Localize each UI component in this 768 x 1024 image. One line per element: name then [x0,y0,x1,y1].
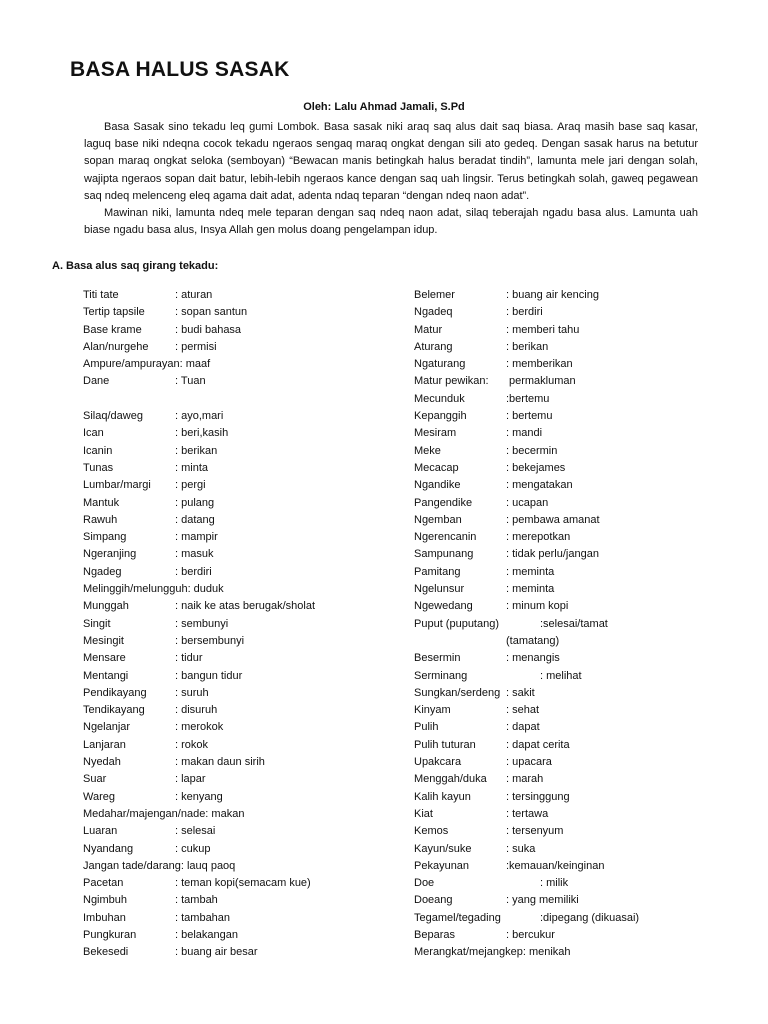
vocabulary-term: Ngadeq [414,306,453,319]
vocabulary-row [414,425,714,442]
vocabulary-definition: : merokok [175,721,224,734]
vocabulary-definition: : bertemu [506,410,553,423]
vocabulary-definition: : tambah [175,894,218,907]
vocabulary-definition: : minta [175,461,209,474]
vocabulary-term: Pendikayang [83,686,147,699]
vocabulary-term: Serminang [414,669,468,682]
vocabulary-row [414,408,714,425]
vocabulary-definition: : becermin [506,444,558,457]
vocabulary-definition: : pulang [175,496,215,509]
vocabulary-term: Pekayunan [414,859,470,872]
vocabulary-term: Kayun/suke [414,842,472,855]
vocabulary-term: Belemer [414,289,455,301]
vocabulary-row [83,789,383,806]
vocabulary-row [83,927,383,944]
vocabulary-term: Mensare [83,652,126,665]
vocabulary-term: Pulih tuturan [414,738,476,751]
vocabulary-row [414,789,714,806]
vocabulary-definition: : suka [506,842,536,855]
vocabulary-definition: : tersenyum [506,825,564,838]
vocabulary-row [414,823,714,840]
vocabulary-term: Simpang [83,531,127,544]
vocabulary-definition: : ucapan [506,496,549,509]
vocabulary-definition: : mandi [506,427,543,440]
vocabulary-term: Luaran [83,825,118,838]
vocabulary-definition: : memberikan [506,358,573,371]
vocabulary-definition: : naik ke atas berugak/sholat [175,600,316,613]
vocabulary-term: Kinyam [414,704,451,717]
vocabulary-row [414,737,714,754]
vocabulary-row [83,806,383,823]
vocabulary-term: Nyedah [83,756,121,769]
vocabulary-row [83,910,383,927]
vocabulary-definition: : aturan [175,289,213,301]
vocabulary-definition: : dapat cerita [506,738,570,751]
vocabulary-term: Wareg [83,790,115,803]
vocabulary-term: Kepanggih [414,410,467,423]
vocabulary-row [414,927,714,944]
intro-paragraph-1: Basa Sasak sino tekadu leq gumi Lombok. Basa sasak niki araq saq alus dait saq biasa. Araq masih base saq kasar, laguq base niki ndeqna cocok tekadu ngeraos sengaq maraq ongkat dengan sili ato gedeq. Dengan sasak harus na betutur sopan maraq ongkat seloka (semboyan) “Bewacan manis betingkah halus beradat tindih”, lamunta mele jari dengan solah, wajipta ngeraos sopan dait batur, lebih-lebih ngeraos kance dengan saq uah lingsir. Terus betingkah solah, gaweq pegawean saq ndeq melenceng eleq agama dait adat, adenta ndaq teparan “dengan ndeq naon adat”. [84,121,698,202]
vocabulary-term: Lumbar/margi [83,479,151,492]
vocabulary-row [83,841,383,858]
vocabulary-definition: : tambahan [175,911,231,924]
vocabulary-definition: : memberi tahu [506,323,580,336]
vocabulary-definition: : berikan [506,340,549,353]
vocabulary-term: Tunas [83,461,114,474]
vocabulary-definition: : mengatakan [506,479,573,492]
vocabulary-row [83,650,383,667]
vocabulary-definition: : budi bahasa [175,323,242,336]
vocabulary-row [83,477,383,494]
vocabulary-row [414,581,714,598]
vocabulary-term: Merangkat/mejangkep: menikah [414,946,571,959]
vocabulary-row [83,460,383,477]
vocabulary-term: Ngelunsur [414,583,465,596]
vocabulary-term: Mentangi [83,669,129,682]
vocabulary-row [414,650,714,667]
vocabulary-term: Medahar/majengan/nade: makan [83,807,245,820]
intro-text [84,119,698,239]
vocabulary-term: Pulih [414,721,439,734]
document-title: BASA HALUS SASAK [70,58,290,81]
vocabulary-term: Ngerencanin [414,531,477,544]
vocabulary-row [83,512,383,529]
vocabulary-definition: : merepotkan [506,531,571,544]
vocabulary-definition: (tamatang) [506,634,560,647]
vocabulary-term: Menggah/duka [414,773,487,786]
vocabulary-left-column [83,287,383,962]
vocabulary-row [414,356,714,373]
section-heading: A. Basa alus saq girang tekadu: [52,260,219,272]
vocabulary-term: Mecacap [414,461,459,474]
vocabulary-term: Ngadeg [83,565,122,578]
vocabulary-row [83,616,383,633]
vocabulary-term: Tendikayang [83,704,145,717]
vocabulary-definition: : marah [506,773,544,786]
vocabulary-row [414,685,714,702]
vocabulary-term: Mesiram [414,427,457,440]
vocabulary-row [83,702,383,719]
vocabulary-row [83,719,383,736]
vocabulary-row [414,304,714,321]
vocabulary-definition: : belakangan [175,928,238,941]
vocabulary-definition: : tertawa [506,807,549,820]
vocabulary-term: Ngaturang [414,358,466,371]
vocabulary-row [414,495,714,512]
vocabulary-definition: : bercukur [506,928,555,941]
vocabulary-definition: : disuruh [175,704,218,717]
vocabulary-row [83,408,383,425]
vocabulary-term: Matur pewikan: [414,375,489,388]
vocabulary-definition: : datang [175,513,215,526]
vocabulary-term: Sampunang [414,548,474,561]
vocabulary-definition: : Tuan [175,375,206,388]
vocabulary-term: Suar [83,773,107,786]
vocabulary-definition: : meminta [506,583,555,596]
vocabulary-term: Mantuk [83,496,120,509]
vocabulary-term: Bekesedi [83,946,129,959]
vocabulary-row [414,858,714,875]
vocabulary-term: Matur [414,323,443,336]
vocabulary-row [414,512,714,529]
vocabulary-term: Jangan tade/darang: lauq paoq [83,859,236,872]
vocabulary-row [83,304,383,321]
vocabulary-row [414,373,714,390]
vocabulary-row [83,737,383,754]
vocabulary-term: Sungkan/serdeng [414,686,501,699]
vocabulary-row [83,373,383,390]
vocabulary-row [414,460,714,477]
vocabulary-row [83,425,383,442]
vocabulary-row [414,391,714,408]
vocabulary-row [414,616,714,633]
vocabulary-row [414,841,714,858]
vocabulary-definition: : berdiri [506,306,543,319]
vocabulary-term: Mesingit [83,634,124,647]
vocabulary-definition: : berikan [175,444,218,457]
vocabulary-definition: : pembawa amanat [506,513,600,526]
vocabulary-definition: : upacara [506,756,552,769]
vocabulary-row [83,529,383,546]
vocabulary-definition: : berdiri [175,565,212,578]
vocabulary-definition: : ayo,mari [175,410,224,423]
vocabulary-term: Titi tate [83,289,119,301]
vocabulary-term: Silaq/daweg [83,410,143,423]
vocabulary-term: Ngelanjar [83,721,131,734]
vocabulary-definition: : tidur [175,652,203,665]
vocabulary-term: Aturang [414,340,453,353]
vocabulary-definition: : beri,kasih [175,427,229,440]
vocabulary-definition: : milik [540,877,569,890]
vocabulary-definition: : teman kopi(semacam kue) [175,877,311,890]
vocabulary-row [414,771,714,788]
vocabulary-row [414,633,714,650]
vocabulary-term: Mecunduk [414,392,465,405]
vocabulary-row [414,287,714,304]
vocabulary-definition: : buang air kencing [506,289,599,301]
vocabulary-row [414,702,714,719]
vocabulary-row [83,581,383,598]
vocabulary-row [414,443,714,460]
vocabulary-row [83,668,383,685]
vocabulary-term: Tegamel/tegading [414,911,501,924]
vocabulary-definition: : permisi [175,340,217,353]
vocabulary-row [414,944,714,961]
vocabulary-term: Pungkuran [83,928,137,941]
vocabulary-definition: : dapat [506,721,540,734]
vocabulary-definition: : tidak perlu/jangan [506,548,599,561]
vocabulary-definition: :bertemu [506,392,550,405]
vocabulary-term: Puput (puputang) [414,617,500,630]
vocabulary-row [83,322,383,339]
vocabulary-term: Pamitang [414,565,461,578]
vocabulary-term: Ngewedang [414,600,473,613]
vocabulary-term: Kemos [414,825,449,838]
vocabulary-row [414,910,714,927]
vocabulary-row [83,685,383,702]
vocabulary-row [83,823,383,840]
vocabulary-row [83,598,383,615]
vocabulary-term: Ngimbuh [83,894,128,907]
intro-paragraph-2: Mawinan niki, lamunta ndeq mele teparan dengan saq ndeq naon adat, silaq teberajah ngadu basa alus. Lamunta uah biase ngadu basa alus, Insya Allah gen molus doang pengelampan idup. [84,207,698,237]
vocabulary-row [83,391,383,408]
vocabulary-definition: : bersembunyi [175,634,245,647]
vocabulary-row [414,564,714,581]
vocabulary-row [83,771,383,788]
vocabulary-term: Pacetan [83,877,124,890]
vocabulary-row [414,477,714,494]
vocabulary-term: Kiat [414,807,433,820]
vocabulary-definition: : cukup [175,842,211,855]
vocabulary-row [414,719,714,736]
vocabulary-row [83,546,383,563]
vocabulary-row [83,287,383,304]
vocabulary-term: Pangendike [414,496,473,509]
vocabulary-definition: : mampir [175,531,218,544]
vocabulary-row [83,944,383,961]
vocabulary-definition: : masuk [175,548,214,561]
vocabulary-term: Munggah [83,600,129,613]
vocabulary-row [414,668,714,685]
vocabulary-row [83,495,383,512]
vocabulary-term: Upakcara [414,756,462,769]
vocabulary-row [414,754,714,771]
vocabulary-term: Melinggih/melungguh: duduk [83,583,224,596]
vocabulary-term: Rawuh [83,513,118,526]
vocabulary-term: Besermin [414,652,461,665]
vocabulary-row [83,892,383,909]
vocabulary-definition: :dipegang (dikuasai) [540,911,640,924]
vocabulary-term: Nyandang [83,842,134,855]
vocabulary-definition: : menangis [506,652,560,665]
vocabulary-row [83,875,383,892]
vocabulary-definition: : tersinggung [506,790,570,803]
vocabulary-term: Ngeranjing [83,548,137,561]
vocabulary-row [83,754,383,771]
vocabulary-row [83,339,383,356]
vocabulary-row [414,529,714,546]
vocabulary-definition: : bangun tidur [175,669,243,682]
vocabulary-row [414,875,714,892]
vocabulary-term: Lanjaran [83,738,126,751]
vocabulary-definition: : sehat [506,704,540,717]
vocabulary-row [414,339,714,356]
vocabulary-term: Kalih kayun [414,790,471,803]
vocabulary-row [414,892,714,909]
vocabulary-definition: : melihat [540,669,582,682]
vocabulary-term: Alan/nurgehe [83,340,149,353]
vocabulary-term: Singit [83,617,111,630]
vocabulary-right-column [414,287,714,962]
vocabulary-definition: : selesai [175,825,216,838]
vocabulary-term: Ngemban [414,513,462,526]
vocabulary-definition: : sembunyi [175,617,229,630]
vocabulary-definition: : meminta [506,565,555,578]
vocabulary-definition: : suruh [175,686,209,699]
vocabulary-term: Meke [414,444,441,457]
vocabulary-term: Icanin [83,444,113,457]
vocabulary-term: Ngandike [414,479,461,492]
vocabulary-definition: : sopan santun [175,306,248,319]
vocabulary-definition: :kemauan/keinginan [506,859,605,872]
vocabulary-term: Beparas [414,928,455,941]
vocabulary-definition: : minum kopi [506,600,569,613]
vocabulary-row [83,443,383,460]
vocabulary-row [83,858,383,875]
vocabulary-term: Base krame [83,323,142,336]
vocabulary-definition: : sakit [506,686,535,699]
vocabulary-definition: :selesai/tamat [540,617,608,630]
vocabulary-row [83,633,383,650]
vocabulary-row [414,598,714,615]
vocabulary-term: Ampure/ampurayan: maaf [83,358,211,371]
vocabulary-definition: : buang air besar [175,946,258,959]
vocabulary-definition: : kenyang [175,790,223,803]
vocabulary-definition: : lapar [175,773,206,786]
vocabulary-row [83,564,383,581]
vocabulary-definition: : yang memiliki [506,894,579,907]
vocabulary-definition: : pergi [175,479,206,492]
vocabulary-definition: : makan daun sirih [175,756,265,769]
vocabulary-row [83,356,383,373]
vocabulary-row [414,806,714,823]
vocabulary-term: Doeang [414,894,453,907]
author-line: Oleh: Lalu Ahmad Jamali, S.Pd [303,101,465,113]
vocabulary-definition: permakluman [509,375,576,388]
vocabulary-definition: : rokok [175,738,209,751]
vocabulary-row [414,322,714,339]
vocabulary-term: Tertip tapsile [83,306,145,319]
vocabulary-term: Ican [83,427,104,440]
vocabulary-term: Doe [414,877,435,890]
vocabulary-term: Dane [83,375,110,388]
vocabulary-definition: : bekejames [506,461,566,474]
vocabulary-term: Imbuhan [83,911,126,924]
vocabulary-row [414,546,714,563]
